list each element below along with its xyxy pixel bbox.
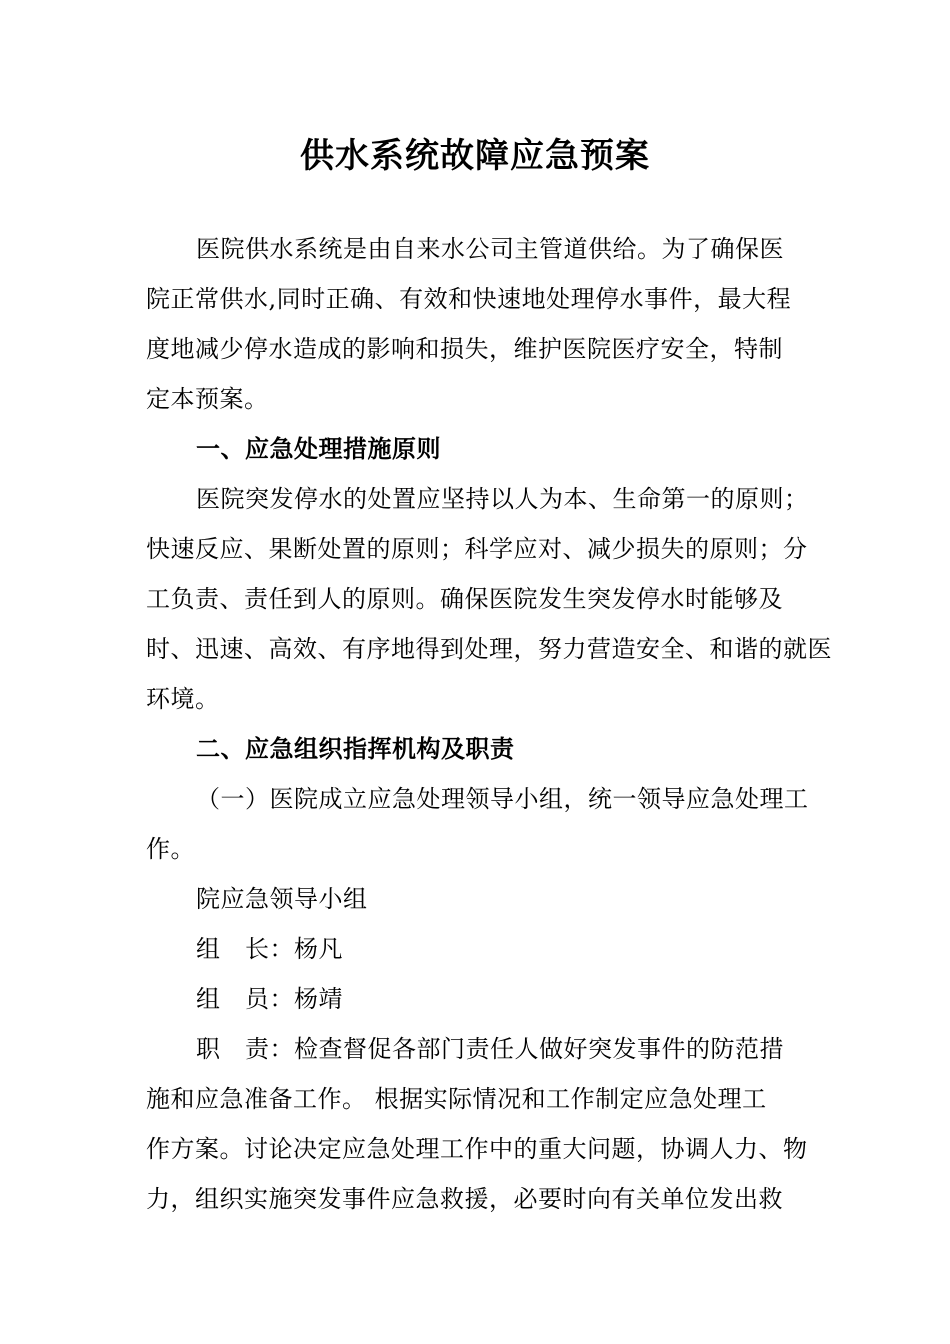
paragraph-line: 施和应急准备工作。 根据实际情况和工作制定应急处理工 (146, 1085, 767, 1113)
paragraph-line: 度地减少停水造成的影响和损失，维护医院医疗安全，特制 (146, 335, 783, 363)
paragraph-line: 快速反应、果断处置的原则；科学应对、减少损失的原则；分 (146, 535, 808, 563)
paragraph-line: 院正常供水,同时正确、有效和快速地处理停水事件，最大程 (146, 285, 792, 313)
group-name: 院应急领导小组 (196, 885, 368, 913)
paragraph-line: 医院突发停水的处置应坚持以人为本、生命第一的原则； (196, 485, 809, 513)
section-heading-2: 二、应急组织指挥机构及职责 (196, 735, 515, 763)
section-heading-1: 一、应急处理措施原则 (196, 435, 441, 463)
document-title: 供水系统故障应急预案 (300, 136, 650, 176)
paragraph-line: （一）医院成立应急处理领导小组，统一领导应急处理工 (196, 785, 809, 813)
paragraph-line: 环境。 (146, 685, 220, 713)
duties-line: 职 责：检查督促各部门责任人做好突发事件的防范措 (196, 1035, 784, 1063)
paragraph-line: 医院供水系统是由自来水公司主管道供给。为了确保医 (196, 235, 784, 263)
group-leader: 组 长：杨凡 (196, 935, 343, 963)
paragraph-line: 时、迅速、高效、有序地得到处理，努力营造安全、和谐的就医 (146, 635, 832, 663)
paragraph-line: 作。 (146, 835, 195, 863)
paragraph-line: 工负责、责任到人的原则。确保医院发生突发停水时能够及 (146, 585, 783, 613)
paragraph-line: 作方案。讨论决定应急处理工作中的重大问题，协调人力、物 (146, 1135, 808, 1163)
paragraph-line: 定本预案。 (146, 385, 269, 413)
paragraph-line: 力，组织实施突发事件应急救援，必要时向有关单位发出救 (146, 1185, 783, 1213)
group-member: 组 员：杨靖 (196, 985, 343, 1013)
